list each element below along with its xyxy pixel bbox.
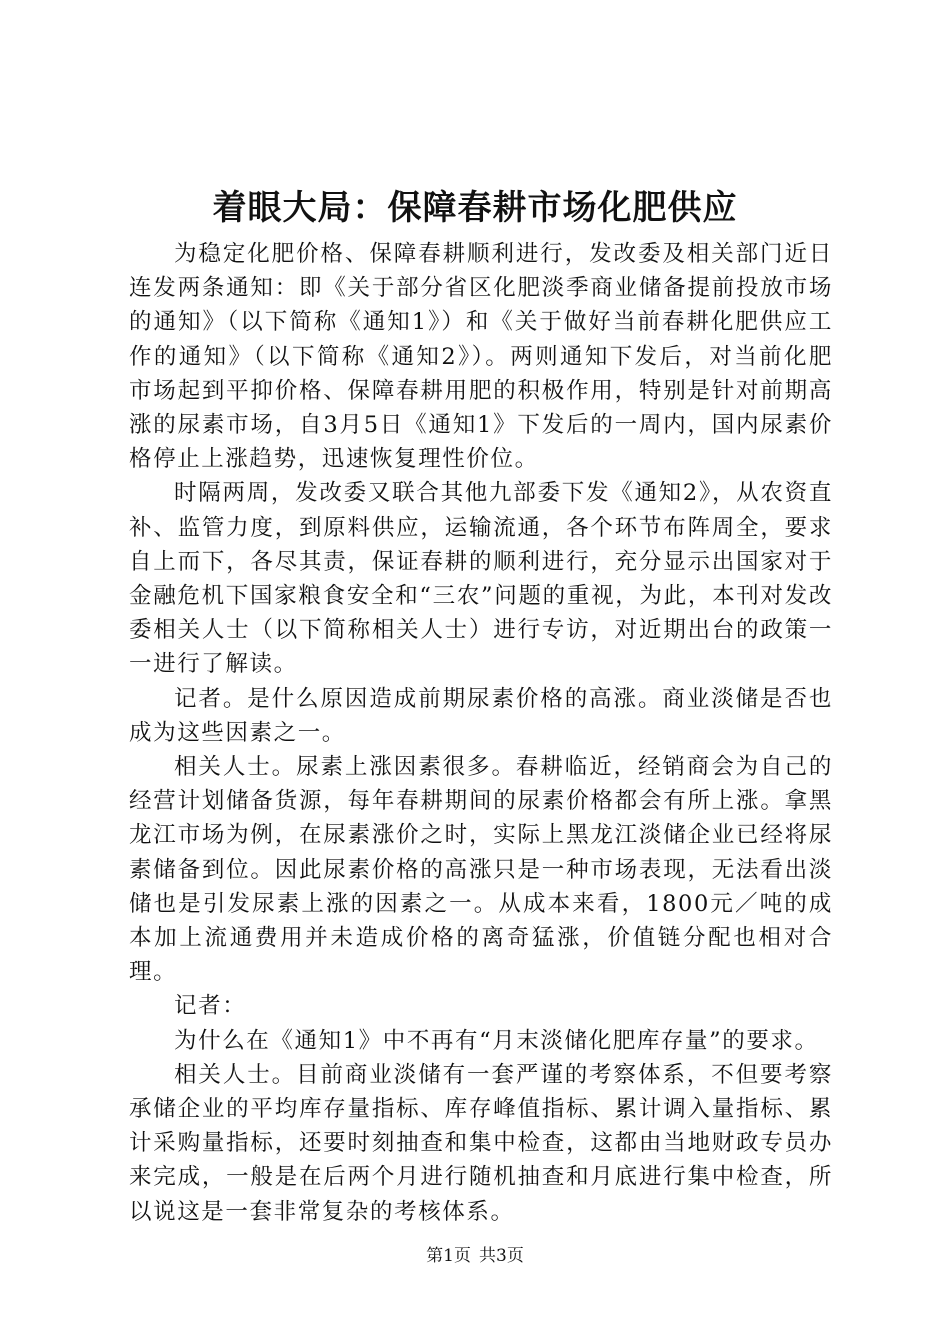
paragraph: 时隔两周，发改委又联合其他九部委下发《通知2》，从农资直补、监管力度，到原料供应，运输流通，各个环节布阵周全，要求自上而下，各尽其责，保证春耕的顺利进行，充分显示出国家对于金融危机下国家粮食安全和“三农”问题的重视，为此，本刊对发改委相关人士（以下简称相关人士）进行专访，对近期出台的政策一一进行了解读。 xyxy=(129,480,833,678)
paragraph: 记者： xyxy=(174,993,247,1020)
document-title: 着眼大局：保障春耕市场化肥供应 xyxy=(212,188,738,228)
paragraph: 为什么在《通知1》中不再有“月末淡储化肥库存量”的要求。 xyxy=(174,1027,819,1054)
page-number: 第1页 xyxy=(426,1246,471,1266)
paragraph: 相关人士。尿素上涨因素很多。春耕临近，经销商会为自己的经营计划储备货源，每年春耕期间的尿素价格都会有所上涨。拿黑龙江市场为例，在尿素涨价之时，实际上黑龙江淡储企业已经将尿素储备到位。因此尿素价格的高涨只是一种市场表现，无法看出淡储也是引发尿素上涨的因素之一。从成本来看，1800元／吨的成本加上流通费用并未造成价格的离奇猛涨，价值链分配也相对合理。 xyxy=(129,754,833,986)
paragraph: 为稳定化肥价格、保障春耕顺利进行，发改委及相关部门近日连发两条通知：即《关于部分省区化肥淡季商业储备提前投放市场的通知》（以下简称《通知1》）和《关于做好当前春耕化肥供应工作的通知》（以下简称《通知2》）。两则通知下发后，对当前化肥市场起到平抑价格、保障春耕用肥的积极作用，特别是针对前期高涨的尿素市场，自3月5日《通知1》下发后的一周内，国内尿素价格停止上涨趋势，迅速恢复理性价位。 xyxy=(129,241,833,473)
paragraph: 记者。是什么原因造成前期尿素价格的高涨。商业淡储是否也成为这些因素之一。 xyxy=(129,685,833,746)
paragraph: 相关人士。目前商业淡储有一套严谨的考察体系，不但要考察承储企业的平均库存量指标、库存峰值指标、累计调入量指标、累计采购量指标，还要时刻抽查和集中检查，这都由当地财政专员办来完成，一般是在后两个月进行随机抽查和月底进行集中检查，所以说这是一套非常复杂的考核体系。 xyxy=(129,1061,833,1225)
page-total: 共3页 xyxy=(479,1246,524,1266)
page-footer xyxy=(0,1244,950,1268)
document-body xyxy=(129,237,833,1229)
